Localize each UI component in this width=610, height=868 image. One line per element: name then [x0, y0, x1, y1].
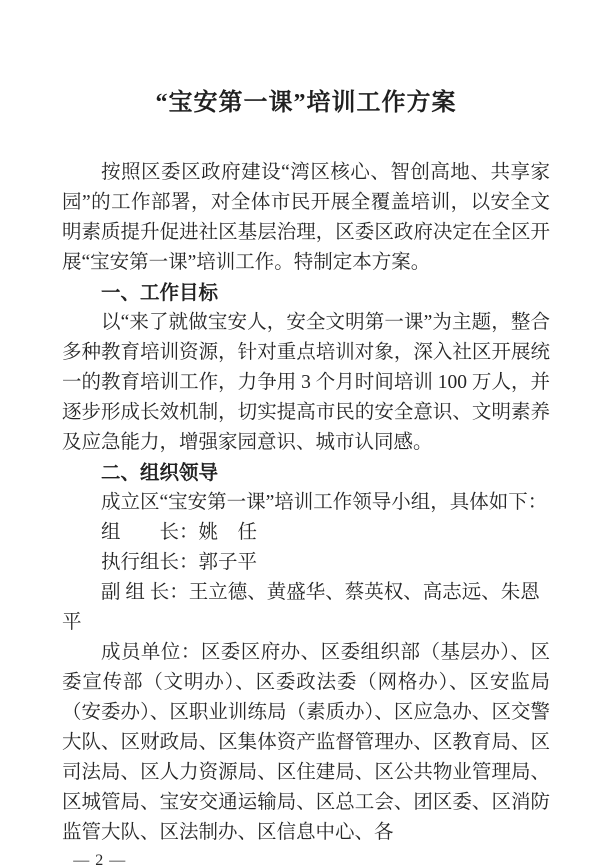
heading-work-goals: 一、工作目标 [101, 282, 219, 304]
paragraph-member-units: 成员单位：区委区府办、区委组织部（基层办）、区委宣传部（文明办）、区委政法委（网格办）、区安监局（安委办）、区职业训练局（素质办）、区应急办、区交警大队、区财政局、区集体资产监督管理办、区教育局、区司法局、区人力资源局、区住建局、区公共物业管理局、区城管局、宝安交通运输局、区总工会、团区委、区消防监管大队、区法制办、区信息中心、各 [62, 642, 550, 843]
paragraph-intro: 按照区委区政府建设“湾区核心、智创高地、共享家园”的工作部署，对全体市民开展全覆盖培训，以安全文明素质提升促进社区基层治理，区委区政府决定在全区开展“宝安第一课”培训工作。特制定本方案。 [62, 162, 550, 273]
role-line-deputy-group-leaders: 副 组 长：王立德、黄盛华、蔡英权、高志远、朱恩平 [62, 582, 540, 633]
document-title: “宝安第一课”培训工作方案 [155, 90, 457, 116]
role-line-executive-group-leader: 执行组长：郭子平 [101, 552, 258, 573]
page-number: — 2 — [73, 852, 127, 868]
paragraph-work-goals: 以“来了就做宝安人，安全文明第一课”为主题，整合多种教育培训资源，针对重点培训对象，深入社区开展统一的教育培训工作，力争用 3 个月时间培训 100 万人，并逐步形成长效机制，切实提高市民的安全意识、文明素养及应急能力，增强家园意识、城市认同感。 [62, 312, 550, 453]
paragraph-leading-group: 成立区“宝安第一课”培训工作领导小组，具体如下： [101, 492, 548, 513]
role-line-group-leader: 组 长：姚 任 [101, 522, 258, 543]
heading-organization-leadership: 二、组织领导 [101, 462, 219, 484]
